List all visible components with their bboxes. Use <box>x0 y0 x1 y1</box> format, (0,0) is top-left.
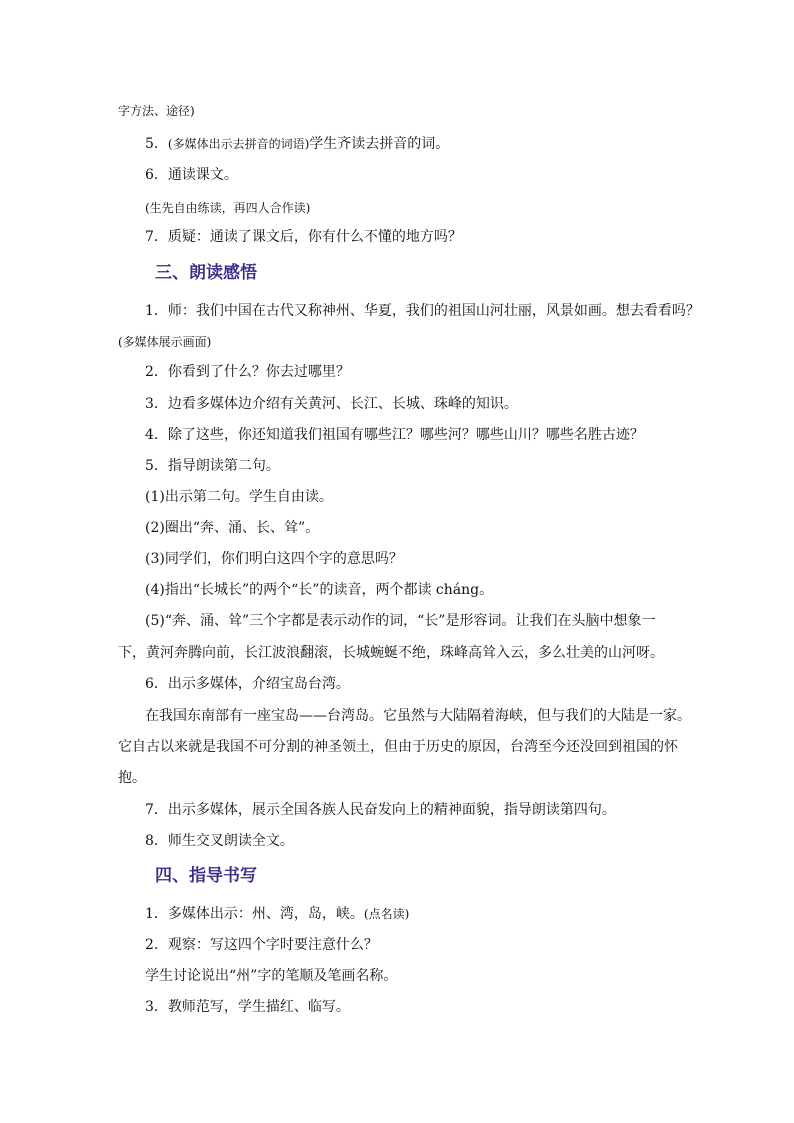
text-line: 7．出示多媒体，展示全国各族人民奋发向上的精神面貌，指导朗读第四句。 <box>145 802 616 818</box>
line-text: 1．多媒体出示：州、湾，岛，峡。 <box>145 906 364 922</box>
text-line: 6．通读课文。 <box>145 167 238 183</box>
annotation: (多媒体出示去拼音的词语) <box>167 137 310 151</box>
text-line: 5．指导朗读第二句。 <box>145 458 280 474</box>
annotation: (点名读) <box>363 907 410 921</box>
text-line <box>145 904 409 924</box>
text-line: 4．除了这些，你还知道我们祖国有哪些江？哪些河？哪些山川？哪些名胜古迹？ <box>145 427 644 443</box>
text-line: 8．师生交叉朗读全文。 <box>145 833 294 849</box>
text-line: 字方法、途径) <box>118 104 195 118</box>
text-line: (2)圈出“奔、涌、长、耸”。 <box>145 520 320 536</box>
text-line: 学生讨论说出“州”字的笔顺及笔画名称。 <box>145 968 398 984</box>
text-line: 它自古以来就是我国不可分割的神圣领土，但由于历史的原因，台湾至今还没回到祖国的怀 <box>118 739 678 755</box>
text-line: 7．质疑：通读了课文后，你有什么不懂的地方吗？ <box>145 229 462 245</box>
section-heading-4: 四、指导书写 <box>155 866 257 886</box>
annotation-line: (生先自由练读，再四人合作读) <box>145 201 311 215</box>
text-line: 6．出示多媒体，介绍宝岛台湾。 <box>145 676 350 692</box>
list-number: 5． <box>145 136 168 152</box>
text-line: 2．你看到了什么？你去过哪里？ <box>145 364 350 380</box>
text-line: 2．观察：写这四个字时要注意什么？ <box>145 937 378 953</box>
text-line <box>145 134 449 154</box>
text-line: 3．边看多媒体边介绍有关黄河、长江、长城、珠峰的知识。 <box>145 396 518 412</box>
text-line: 1．师：我们中国在古代又称神州、华夏，我们的祖国山河壮丽，风景如画。想去看看吗？ <box>145 303 700 319</box>
text-line: (4)指出“长城长”的两个“长”的读音，两个都读 cháng。 <box>145 582 494 598</box>
text-line: 3．教师范写，学生描红、临写。 <box>145 999 350 1015</box>
text-line: (3)同学们，你们明白这四个字的意思吗？ <box>145 551 403 567</box>
text-line: (5)“奔、涌、耸”三个字都是表示动作的词，“长”是形容词。让我们在头脑中想象一 <box>145 613 656 629</box>
text-line: 抱。 <box>118 770 146 786</box>
section-heading-3: 三、朗读感悟 <box>155 263 257 283</box>
text-line: 在我国东南部有一座宝岛——台湾岛。它虽然与大陆隔着海峡，但与我们的大陆是一家。 <box>145 708 691 724</box>
annotation-line: (多媒体展示画面) <box>118 335 212 349</box>
text-line: 下，黄河奔腾向前，长江波浪翻滚，长城蜿蜒不绝，珠峰高耸入云，多么壮美的山河呀。 <box>118 645 664 661</box>
line-text: 学生齐读去拼音的词。 <box>309 136 450 152</box>
text-line: (1)出示第二句。学生自由读。 <box>145 489 333 505</box>
